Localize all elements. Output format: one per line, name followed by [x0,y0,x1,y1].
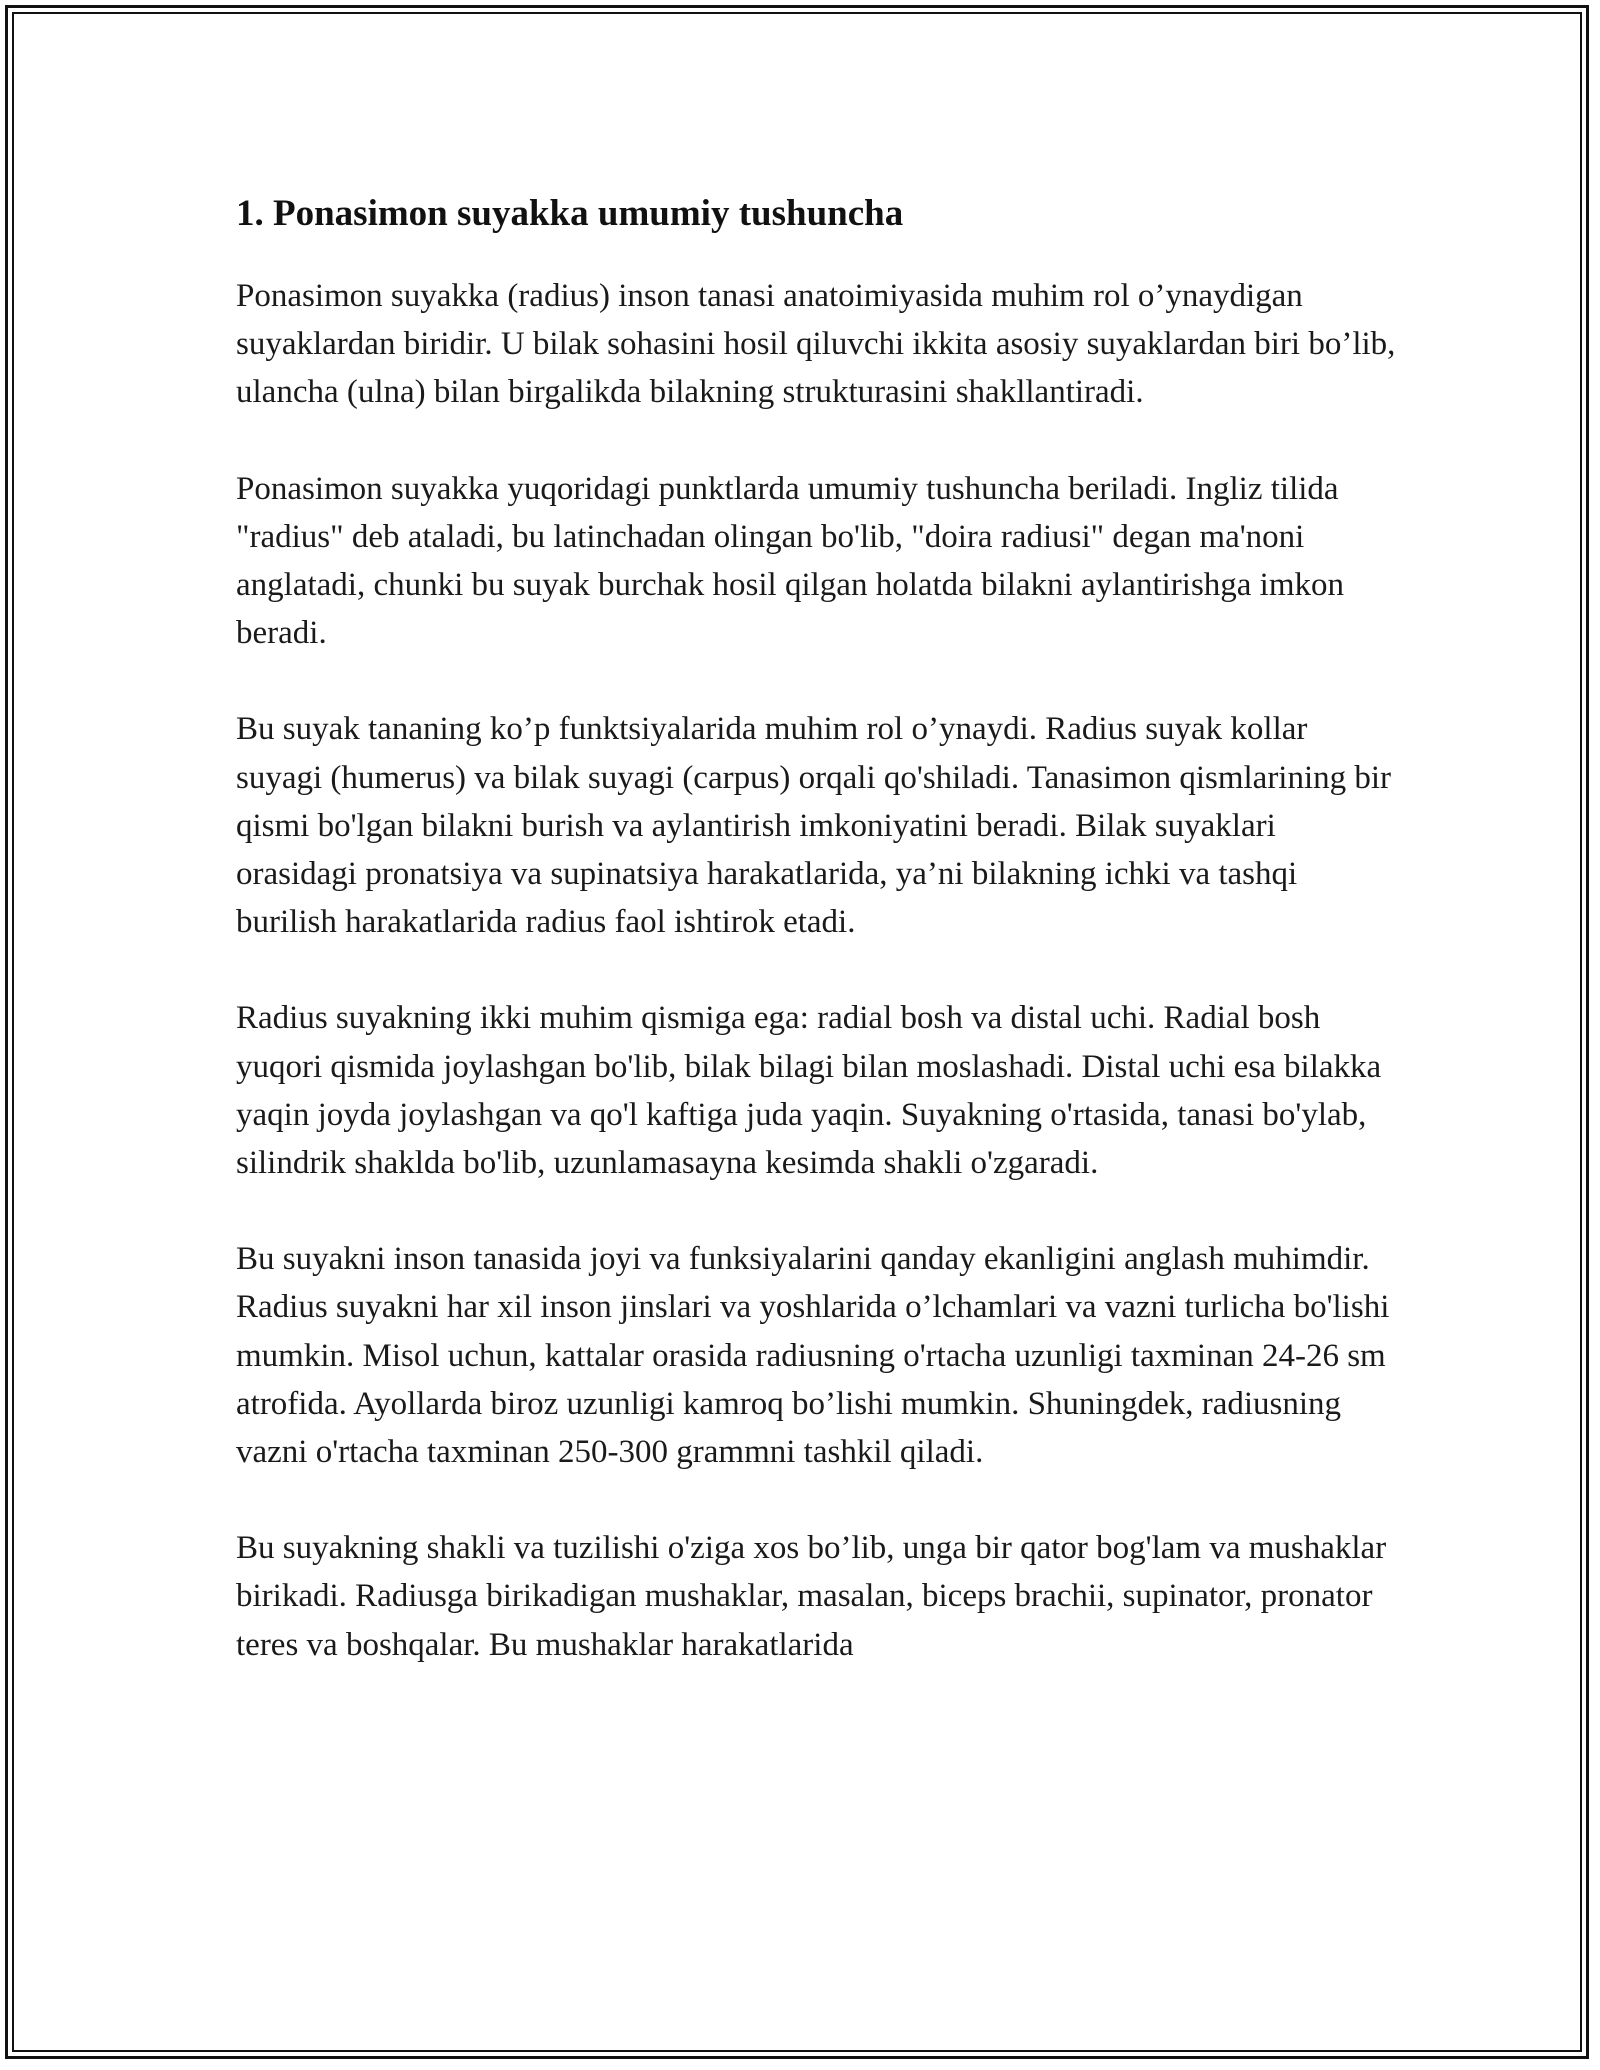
paragraph-5: Bu suyakni inson tanasida joyi va funksiyalarini qanday ekanligini anglash muhimdir. Radius suyakni har xil inson jinslari va yoshlarida o’lchamlari va vazni turlicha bo'lishi mumkin. Misol uchun, kattalar orasida radiusning o'rtacha uzunligi taxminan 24-26 sm atrofida. Ayollarda biroz uzunligi kamroq bo’lishi mumkin. Shuningdek, radiusning vazni o'rtacha taxminan 250-300 grammni tashkil qiladi. [236,1241,1390,1471]
paragraph-1: Ponasimon suyakka (radius) inson tanasi anatoimiyasida muhim rol o’ynaydigan suyaklardan biridir. U bilak sohasini hosil qiluvchi ikkita asosiy suyaklardan biri bo’lib, ulancha (ulna) bilan birgalikda bilakning strukturasini shakllantiradi. [236,278,1396,411]
section-heading: 1. Ponasimon suyakka umumiy tushuncha [236,193,904,234]
paragraph-6: Bu suyakning shakli va tuzilishi o'ziga xos bo’lib, unga bir qator bog'lam va mushaklar birikadi. Radiusga birikadigan mushaklar, masalan, biceps brachii, supinator, pronator teres va boshqalar. Bu mushaklar harakatlarida [236,1530,1387,1663]
paragraph-2: Ponasimon suyakka yuqoridagi punktlarda umumiy tushuncha beriladi. Ingliz tilida "radius" deb ataladi, bu latinchadan olingan bo'lib, "doira radiusi" degan ma'noni anglatadi, chunki bu suyak burchak hosil qilgan holatda bilakni aylantirishga imkon beradi. [236,470,1345,652]
paragraph-4: Radius suyakning ikki muhim qismiga ega: radial bosh va distal uchi. Radial bosh yuqori qismida joylashgan bo'lib, bilak bilagi bilan moslashadi. Distal uchi esa bilakka yaqin joyda joylashgan va qo'l kaftiga juda yaqin. Suyakning o'rtasida, tanasi bo'ylab, silindrik shaklda bo'lib, uzunlamasayna kesimda shakli o'zgaradi. [236,1000,1382,1182]
document-body [236,188,1396,1717]
paragraph-3: Bu suyak tananing ko’p funktsiyalarida muhim rol o’ynaydi. Radius suyak kollar suyagi (humerus) va bilak suyagi (carpus) orqali qo'shiladi. Tanasimon qismlarining bir qismi bo'lgan bilakni burish va aylantirish imkoniyatini beradi. Bilak suyaklari orasidagi pronatsiya va supinatsiya harakatlarida, ya’ni bilakning ichki va tashqi burilish harakatlarida radius faol ishtirok etadi. [236,711,1392,941]
